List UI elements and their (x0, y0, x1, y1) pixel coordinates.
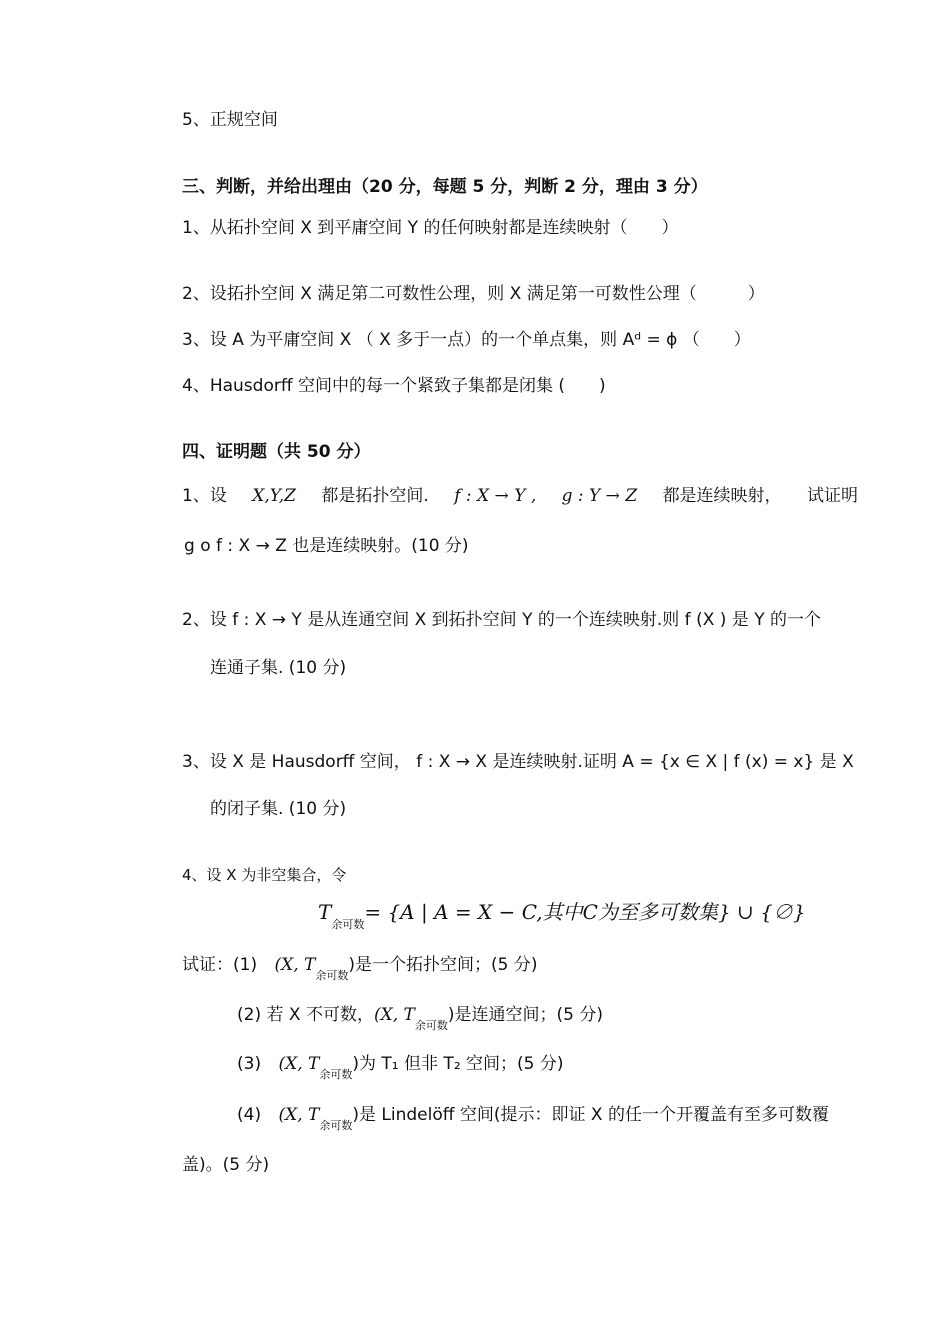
pair-2-sub: 余可数 (414, 1019, 448, 1032)
proof-3-line2: 的闭子集. (10 分) (210, 799, 347, 819)
pair-3-sub: 余可数 (319, 1068, 353, 1081)
p1-part: 1、设 (182, 486, 227, 506)
proof-1-line1 (182, 486, 858, 506)
section4-heading: 四、证明题（共 50 分） (182, 442, 371, 462)
p1-part: 都是连续映射， (662, 486, 782, 506)
pair-2: (X, T (373, 1005, 415, 1025)
sub4-label: (4) (237, 1105, 262, 1125)
proof-4-sub4 (237, 1105, 829, 1132)
sub1-text: )是一个拓扑空间；(5 分) (348, 955, 538, 975)
sub2-text: )是连通空间；(5 分) (447, 1005, 603, 1025)
proof-4-intro: 4、设 X 为非空集合，令 (182, 866, 347, 884)
def-T: T (318, 900, 332, 924)
proof-4-sub3 (237, 1054, 564, 1081)
pair-1-sub: 余可数 (315, 969, 349, 982)
sub4-text: )是 Lindelöff 空间(提示：即证 X 的任一个开覆盖有至多可数覆 (352, 1105, 829, 1125)
proof-3-line1: 3、设 X 是 Hausdorff 空间， f : X → X 是连续映射.证明 A = {x ∈ X | f (x) = x} 是 X (182, 752, 854, 772)
proof-4-sub2 (237, 1005, 603, 1032)
sub2-label: (2) 若 X 不可数， (237, 1005, 374, 1025)
def-subscript: 余可数 (331, 918, 365, 931)
proof-2-line1: 2、设 f : X → Y 是从连通空间 X 到拓扑空间 Y 的一个连续映射.则 f (X ) 是 Y 的一个 (182, 610, 821, 630)
proof-4-sub1 (182, 955, 538, 982)
proof-2-line2: 连通子集. (10 分) (210, 658, 347, 678)
item-5: 5、正规空间 (182, 110, 278, 130)
proof-prefix: 试证：(1) (182, 955, 258, 975)
proof-1-line2: g o f : X → Z 也是连续映射。(10 分) (184, 536, 469, 556)
p1-part: 试证明 (806, 486, 858, 506)
judge-q1: 1、从拓扑空间 X 到平庸空间 Y 的任何映射都是连续映射（ ） (182, 218, 679, 238)
def-set: = {A | A = X − C,其中C为至多可数集} ∪ {∅} (364, 900, 806, 924)
pair-1: (X, T (274, 955, 316, 975)
pair-4: (X, T (278, 1105, 320, 1125)
judge-q2: 2、设拓扑空间 X 满足第二可数性公理，则 X 满足第一可数性公理（ ） (182, 284, 765, 304)
p1-part: f : X → Y , (454, 486, 537, 506)
sub3-text: )为 T₁ 但非 T₂ 空间；(5 分) (352, 1054, 564, 1074)
p1-part: 都是拓扑空间. (321, 486, 429, 506)
section3-heading: 三、判断，并给出理由（20 分，每题 5 分，判断 2 分，理由 3 分） (182, 177, 708, 197)
judge-q3: 3、设 A 为平庸空间 X （ X 多于一点）的一个单点集，则 Aᵈ = ϕ （ ） (182, 330, 751, 350)
proof-4-sub4-cont: 盖)。(5 分) (182, 1155, 270, 1175)
cocountable-topology-definition (318, 900, 806, 931)
judge-q4: 4、Hausdorff 空间中的每一个紧致子集都是闭集 ( ) (182, 376, 606, 396)
sub3-label: (3) (237, 1054, 262, 1074)
pair-3: (X, T (278, 1054, 320, 1074)
p1-part: g : Y → Z (561, 486, 638, 506)
p1-part: X,Y,Z (252, 486, 296, 506)
pair-4-sub: 余可数 (319, 1119, 353, 1132)
